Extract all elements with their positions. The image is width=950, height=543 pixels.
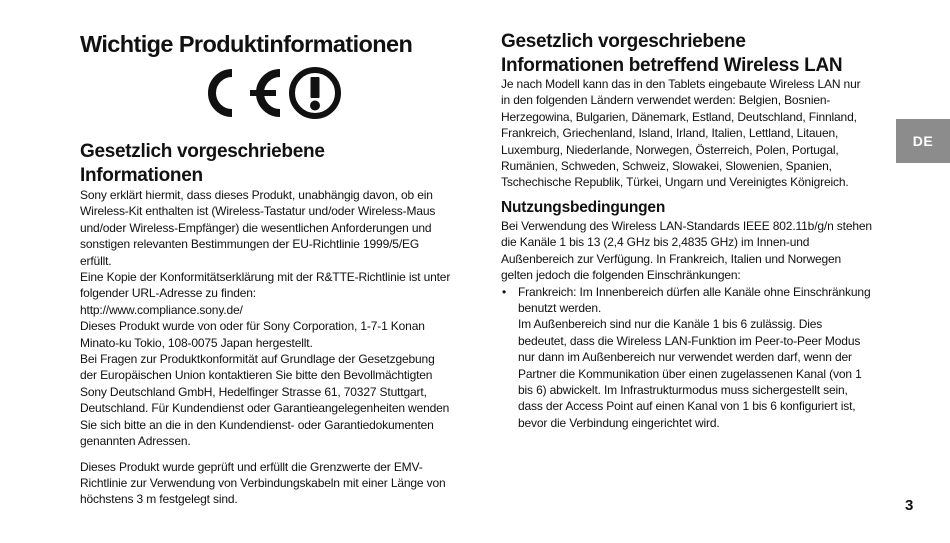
left-paragraph-3: Dieses Produkt wurde von oder für Sony Corporation, 1-7-1 Konan Minato-ku Tokio, 108-0075 Japan hergestellt.: [80, 319, 425, 350]
usage-conditions-heading: Nutzungsbedingungen: [501, 199, 666, 216]
compliance-logos: [188, 66, 344, 120]
left-paragraph-1: Sony erklärt hiermit, dass dieses Produkt, unabhängig davon, ob ein Wireless-Kit enthalten ist (Wireless-Tastatur und/oder Wireless-Maus und/oder Wireless-Empfänger) die wesentlichen Anforderungen und sonstigen relevanten Bestimmungen der EU-Richtlinie 1999/5/EG erfüllt.: [80, 188, 436, 268]
right-body-2: [501, 218, 873, 431]
right-paragraph-1: Je nach Modell kann das in den Tablets eingebaute Wireless LAN nur in den folgenden Ländern verwendet werden: Belgien, Bosnien-Herzegowina, Bulgarien, Dänemark, Estland, Deutschland, Finnland, Frankreich, Griechenland, Island, Irland, Italien, Lettland, Litauen, Luxemburg, Niederlande, Norwegen, Österreich, Polen, Portugal, Rumänien, Schweden, Schweiz, Slowakei, Slowenien, Spanien, Tschechische Republik, Türkei, Ungarn und Vereinigtes Königreich.: [501, 77, 861, 190]
right-heading-line2: Informationen betreffend Wireless LAN: [501, 55, 843, 76]
left-section-heading: [80, 140, 452, 188]
page-number: 3: [905, 497, 914, 514]
bullet-text-2: Im Außenbereich sind nur die Kanäle 1 bis 6 zulässig. Dies bedeutet, dass die Wireless LAN-Funktion im Peer-to-Peer Modus nur dann im Außenbereich nur verwendet werden darf, wenn der Partner die Kommunikation über einen zugelassenen Kanal (von 1 bis 6) abwickelt. Im Infrastrukturmodus muss sichergestellt sein, dass der Access Point auf einen Kanal von 1 bis 6 konfiguriert ist, bevor die Verbindung eingerichtet wird.: [518, 317, 862, 430]
bullet-icon: •: [502, 284, 507, 299]
alert-dot: [310, 101, 320, 111]
left-paragraph-4: Bei Fragen zur Produktkonformität auf Grundlage der Gesetzgebung der Europäischen Union kontaktieren Sie bitte den Bevollmächtigten Sony Deutschland GmbH, Hedelfinger Strasse 61, 70327 Stuttgart, Deutschland. Für Kundendienst oder Garantieangelegenheiten wenden Sie sich bitte an die in den Kundendienst- oder Garantiedokumenten genannten Adressen.: [80, 352, 450, 449]
ce-and-alert-logos: [188, 66, 344, 120]
bullet-text-1: Frankreich: Im Innenbereich dürfen alle Kanäle ohne Einschränkung benutzt werden.: [518, 284, 871, 316]
compliance-url: http://www.compliance.sony.de/: [80, 302, 243, 317]
alert-bar: [311, 77, 320, 98]
left-body: [80, 187, 452, 508]
right-heading-line1: Gesetzlich vorgeschriebene: [501, 31, 746, 52]
language-tab: DE: [896, 119, 950, 163]
left-heading-line1: Gesetzlich vorgeschriebene: [80, 141, 325, 162]
main-title: Wichtige Produktinformationen: [80, 31, 413, 57]
ce-mark-c: [212, 73, 232, 113]
right-section-heading: [501, 30, 891, 78]
paragraph-gap: [80, 450, 452, 459]
left-paragraph-2: Eine Kopie der Konformitätserklärung mit der R&TTE-Richtlinie ist unter folgender URL-Adresse zu finden:: [80, 270, 451, 301]
right-paragraph-2: Bei Verwendung des Wireless LAN-Standards IEEE 802.11b/g/n stehen die Kanäle 1 bis 13 (2,4 GHz bis 2,4835 GHz) im Innen-und Außenbereich zur Verfügung. In Frankreich, Italien und Norwegen gelten jedoch die folgenden Einschränkungen:: [501, 219, 872, 283]
list-item: [501, 284, 873, 432]
left-paragraph-5: Dieses Produkt wurde geprüft und erfüllt die Grenzwerte der EMV-Richtlinie zur Verwendung von Verbindungskabeln mit einer Länge von höchstens 3 m festgelegt sind.: [80, 459, 446, 507]
left-heading-line2: Informationen: [80, 165, 203, 186]
